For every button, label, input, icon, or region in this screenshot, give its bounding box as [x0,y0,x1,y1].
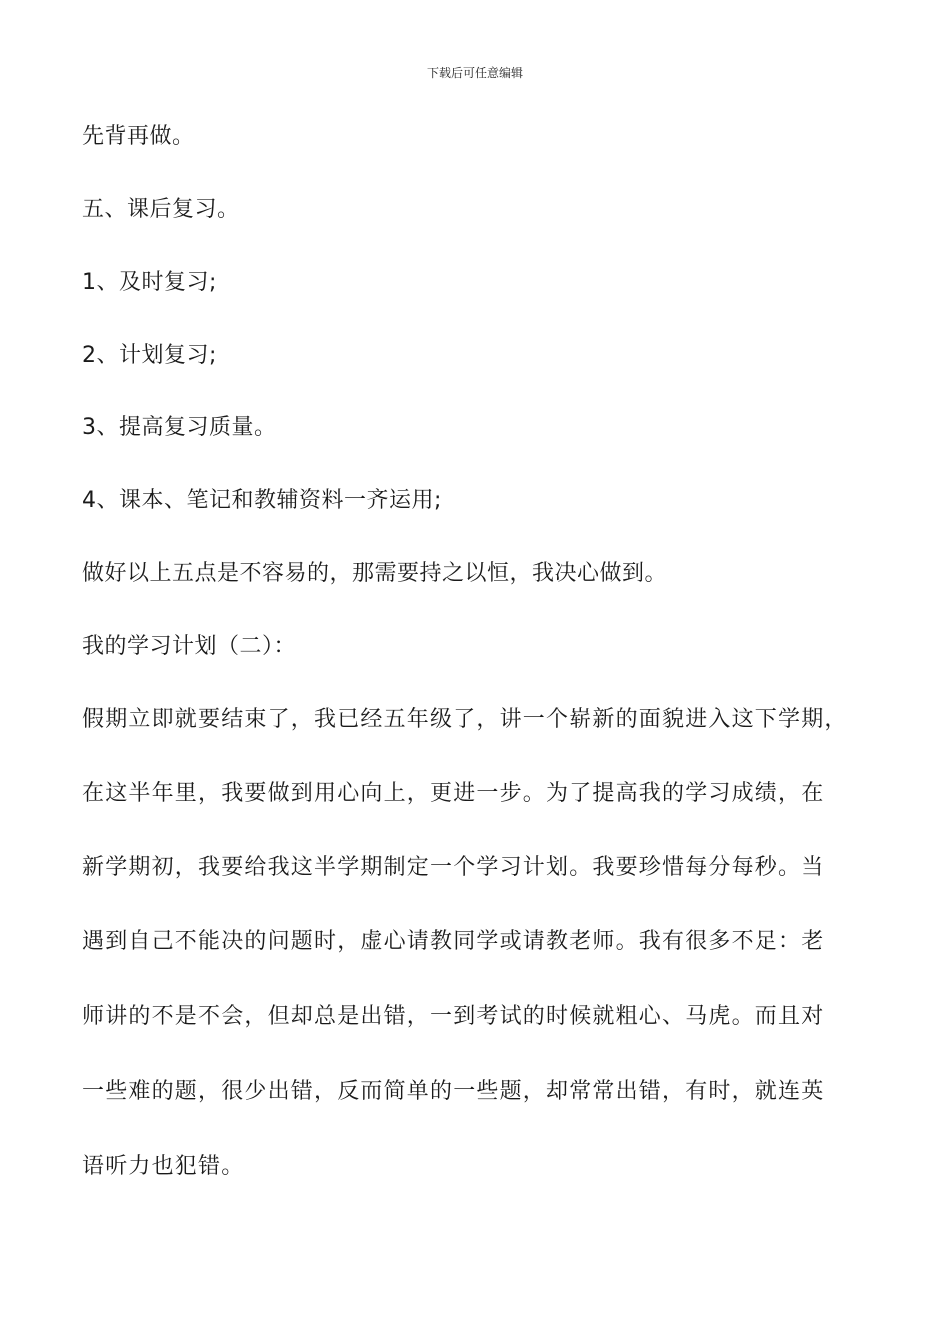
paragraph-line: 遇到自己不能决的问题时，虚心请教同学或请教老师。我有很多不足：老 [82,929,825,954]
text-line: 做好以上五点是不容易的，那需要持之以恒，我决心做到。 [82,561,668,586]
paragraph-line: 假期立即就要结束了，我已经五年级了，讲一个崭新的面貌进入这下学期， [82,707,848,732]
paragraph-line: 新学期初，我要给我这半学期制定一个学习计划。我要珍惜每分每秒。当 [82,855,825,880]
section-heading-review: 五、课后复习。 [82,197,240,222]
text-line: 先背再做。 [82,124,195,149]
page-header: 下载后可任意编辑 [426,66,523,80]
section-title: 我的学习计划（二）： [82,634,297,659]
paragraph-line: 一些难的题，很少出错，反而简单的一些题，却常常出错，有时，就连英 [82,1079,825,1104]
paragraph-line: 在这半年里，我要做到用心向上，更进一步。为了提高我的学习成绩，在 [82,781,825,806]
list-item: 1、及时复习; [82,270,217,295]
paragraph-line: 语听力也犯错。 [82,1154,245,1179]
list-item: 2、计划复习; [82,343,217,368]
list-item: 4、课本、笔记和教辅资料一齐运用; [82,488,442,513]
list-item: 3、提高复习质量。 [82,415,277,440]
paragraph-line: 师讲的不是不会，但却总是出错，一到考试的时候就粗心、马虎。而且对 [82,1004,825,1029]
